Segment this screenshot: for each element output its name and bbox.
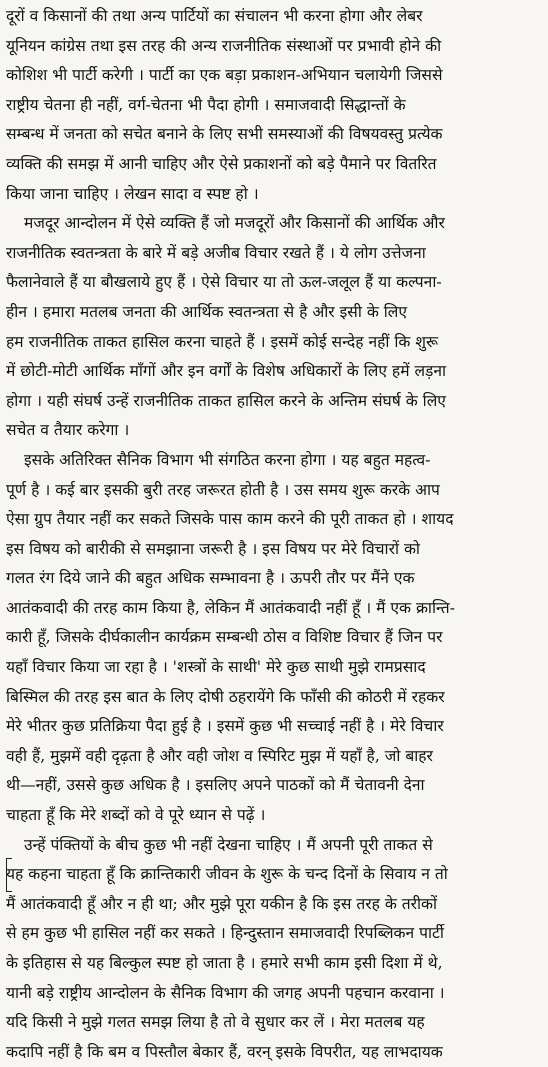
text-line: यहाँ विचार किया जा रहा है । 'शस्त्रों के साथी' मेरे कुछ साथी मुझे रामप्रसाद	[6, 658, 426, 677]
text-line: बिस्मिल की तरह इस बात के लिए दोषी ठहरायेंगे कि फाँसी की कोठरी में रहकर	[6, 687, 445, 706]
text-line: मजदूर आन्दोलन में ऐसे व्यक्ति हैं जो मजदूरों और किसानों की आर्थिक और	[24, 214, 445, 233]
text-line: यानी बड़े राष्ट्रीय आन्दोलन के सैनिक विभाग की जगह अपनी पहचान करवाना ।	[6, 983, 445, 1002]
text-line: सचेत व तैयार करेगा ।	[6, 421, 130, 440]
text-line: हीन । हमारा मतलब जनता की आर्थिक स्वतन्त्रता से है और इसी के लिए	[6, 302, 407, 321]
text-line: मेरे भीतर कुछ प्रतिक्रिया पैदा हुई है । इसमें कुछ भी सच्चाई नहीं है । मेरे विचार	[6, 717, 444, 736]
text-line: कारी हूँ, जिसके दीर्घकालीन कार्यक्रम सम्बन्धी ठोस व विशिष्ट विचार हैं जिन पर	[6, 628, 443, 647]
paragraph	[6, 209, 540, 446]
text-line: यदि किसी ने मुझे गलत समझ लिया है तो वे सुधार कर लें । मेरा मतलब यह	[6, 1013, 425, 1032]
text-line: हम राजनीतिक ताकत हासिल करना चाहते हैं । इसमें कोई सन्देह नहीं कि शुरू	[6, 332, 439, 351]
text-line: में छोटी-मोटी आर्थिक माँगों और इन वर्गों के विशेष अधिकारों के लिए हमें लड़ना	[6, 362, 447, 381]
text-line: थी—नहीं, उससे कुछ अधिक है । इसलिए अपने पाठकों को मैं चेतावनी देना	[6, 776, 425, 795]
text-line: कोशिश भी पार्टी करेगी । पार्टी का एक बड़ा प्रकाशन-अभियान चलायेगी जिससे	[6, 66, 443, 85]
text-line: होगा । यही संघर्ष उन्हें राजनीतिक ताकत हासिल करने के अन्तिम संघर्ष के लिए	[6, 391, 446, 410]
text-line: गलत रंग दिये जाने की बहुत अधिक सम्भावना है । ऊपरी तौर पर मैंने एक	[6, 569, 415, 588]
text-line: इसके अतिरिक्त सैनिक विभाग भी संगठित करना होगा । यह बहुत महत्व-	[24, 450, 431, 469]
text-line: पूर्ण है । कई बार इसकी बुरी तरह जरूरत होती है । उस समय शुरू करके आप	[6, 480, 440, 499]
text-line: इस विषय को बारीकी से समझाना जरूरी है । इस विषय पर मेरे विचारों को	[6, 539, 420, 558]
text-line: के इतिहास से यह बिल्कुल स्पष्ट हो जाता है । हमारे सभी काम इसी दिशा में थे,	[6, 954, 443, 972]
text-line: यह कहना चाहता हूँ कि क्रान्तिकारी जीवन के शुरू के चन्द दिनों के सिवाय न तो	[6, 865, 448, 884]
text-line: दूरों व किसानों की तथा अन्य पार्टियों का संचालन भी करना होगा और लेबर	[6, 7, 423, 25]
text-line: कदापि नहीं है कि बम व पिस्तौल बेकार हैं, वरन् इसके विपरीत, यह लाभदायक	[6, 1042, 443, 1061]
paragraph	[6, 446, 540, 831]
text-line: से हम कुछ भी हासिल नहीं कर सकते । हिन्दुस्तान समाजवादी रिपब्लिकन पार्टी	[6, 924, 444, 943]
text-line: आतंकवादी की तरह काम किया है, लेकिन मैं आतंकवादी नहीं हूँ । मैं एक क्रान्ति-	[6, 598, 455, 617]
margin-bracket-mark	[6, 858, 12, 892]
paragraph	[6, 831, 540, 1067]
text-line: राजनीतिक स्वतन्त्रता के बारे में बड़े अजीब विचार रखते हैं । ये लोग उत्तेजना	[6, 243, 426, 262]
text-line: व्यक्ति की समझ में आनी चाहिए और ऐसे प्रकाशनों को बड़े पैमाने पर वितरित	[6, 154, 437, 173]
text-line: यूनियन कांग्रेस तथा इस तरह की अन्य राजनीतिक संस्थाओं पर प्रभावी होने की	[6, 36, 442, 55]
text-line: वही हैं, मुझमें वही दृढ़ता है और वही जोश व स्पिरिट मुझ में यहाँ है, जो बाहर	[6, 746, 433, 765]
paragraph	[6, 2, 540, 209]
text-line: मैं आतंकवादी हूँ और न ही था; और मुझे पूरा यकीन है कि इस तरह के तरीकों	[6, 894, 438, 913]
text-line: सम्बन्ध में जनता को सचेत बनाने के लिए सभी समस्याओं की विषयवस्तु प्रत्येक	[6, 125, 443, 144]
text-line: ऐसा ग्रुप तैयार नहीं कर सकते जिसके पास काम करने की पूरी ताकत हो । शायद	[6, 510, 454, 529]
text-line: फैलानेवाले हैं या बौखलाये हुए हैं । ऐसे विचार या तो ऊल-जलूल हैं या कल्पना-	[6, 273, 442, 292]
text-line: उन्हें पंक्तियों के बीच कुछ भी नहीं देखना चाहिए । मैं अपनी पूरी ताकत से	[24, 835, 433, 854]
text-line: चाहता हूँ कि मेरे शब्दों को वे पूरे ध्यान से पढ़ें ।	[6, 806, 266, 825]
text-line: किया जाना चाहिए । लेखन सादा व स्पष्ट हो ।	[6, 184, 259, 203]
text-line: राष्ट्रीय चेतना ही नहीं, वर्ग-चेतना भी पैदा होगी । समाजवादी सिद्धान्तों के	[6, 95, 406, 114]
